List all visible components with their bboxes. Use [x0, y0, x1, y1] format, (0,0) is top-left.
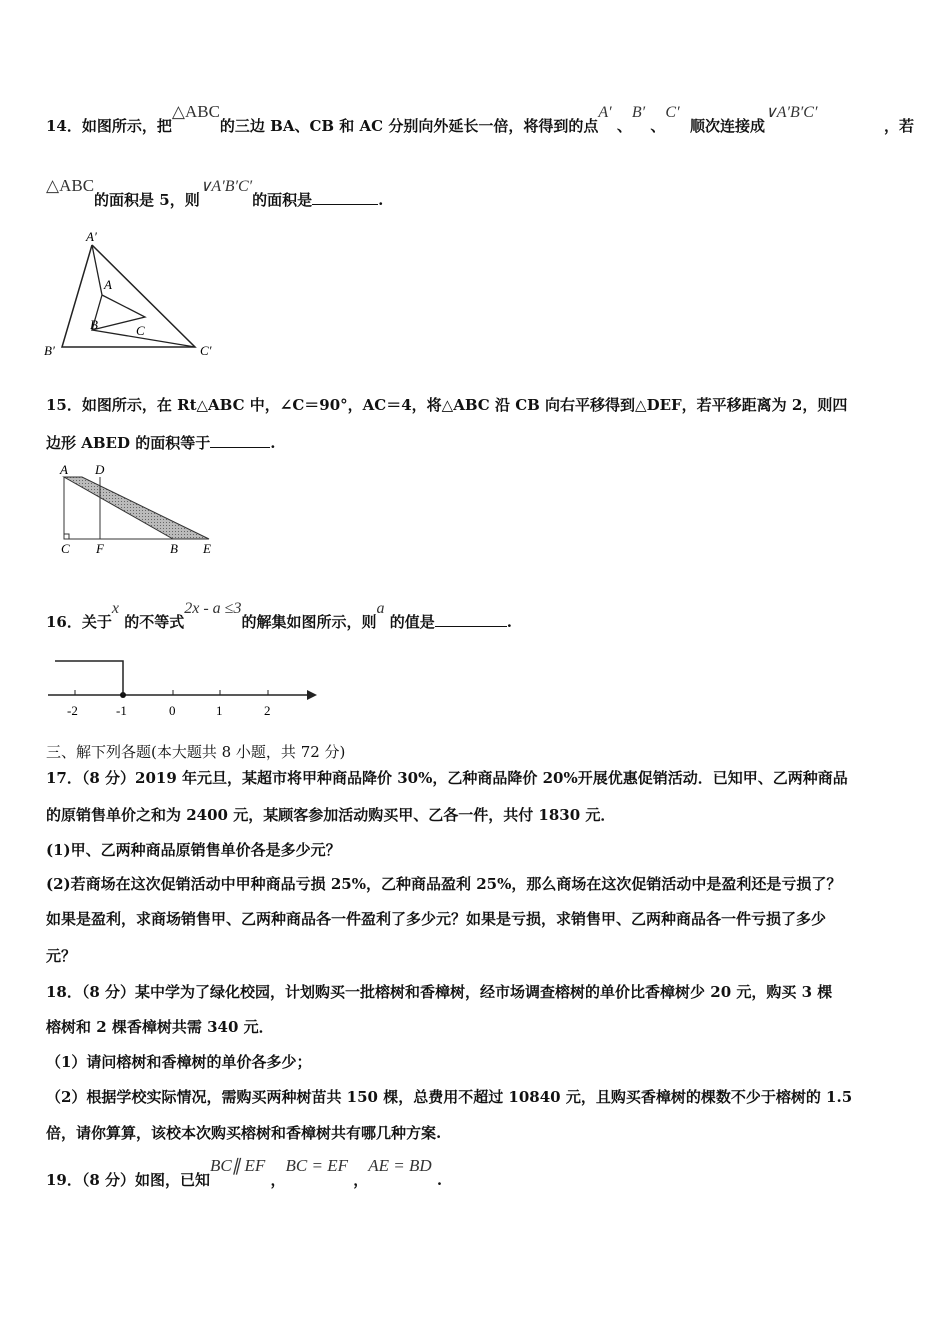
q15-line1: 15．如图所示，在 Rt△ABC 中，∠C＝90°，AC＝4，将△ABC 沿 CB 向右平移得到△DEF，若平移距离为 2，则四 — [46, 396, 848, 414]
formula: B′ — [631, 104, 646, 121]
formula: △ABC — [46, 176, 95, 195]
formula: △ABC — [171, 102, 220, 121]
text: 16．关于 — [46, 613, 112, 631]
tick-label: -2 — [67, 703, 78, 718]
label-d: D — [95, 462, 105, 477]
label-c: C — [61, 541, 70, 556]
text: ， — [353, 1171, 369, 1189]
label-a-prime: A′ — [86, 229, 97, 244]
text: 的三边 BA、CB 和 AC 分别向外延长一倍，将得到的点 — [219, 117, 599, 135]
formula: BC∥ EF — [210, 1156, 266, 1175]
label-c: C — [136, 323, 145, 338]
text: 的不等式 — [124, 613, 185, 631]
tick-label: 1 — [216, 703, 223, 718]
answer-blank[interactable] — [312, 190, 378, 205]
q14-line2 — [46, 176, 384, 211]
text: . — [436, 1171, 443, 1189]
q17-line: 17．（8 分）2019 年元旦，某超市将甲种商品降价 30%，乙种商品降价 20%开展优惠促销活动．已知甲、乙两种商品 — [46, 769, 848, 787]
text: ，若 — [884, 117, 915, 135]
formula: 2x - a ≤3 — [184, 600, 242, 617]
formula: x — [111, 600, 119, 617]
text: 19．（8 分）如图，已知 — [46, 1171, 211, 1189]
q17-line: 如果是盈利，求商场销售甲、乙两种商品各一件盈利了多少元？如果是亏损，求销售甲、乙两种商品各一件亏损了多少 — [46, 910, 827, 928]
tick-label: 0 — [169, 703, 176, 718]
label-b: B — [170, 541, 178, 556]
label-a: A — [104, 277, 112, 292]
q15-line2 — [46, 433, 275, 453]
q19-line — [46, 1156, 443, 1190]
formula: ∨A′B′C′ — [199, 178, 253, 195]
q18-line: 18．（8 分）某中学为了绿化校园，计划购买一批榕树和香樟树，经市场调查榕树的单价比香樟树少 20 元，购买 3 棵 — [46, 983, 833, 1001]
text: . — [270, 434, 276, 452]
label-c-prime: C′ — [200, 343, 212, 358]
question-number: 14． — [46, 117, 82, 135]
text: 的解集如图所示，则 — [241, 613, 377, 631]
text: . — [506, 613, 512, 631]
text: 的面积是 — [252, 191, 313, 209]
text: 的值是 — [389, 613, 435, 631]
formula: C′ — [665, 104, 680, 121]
formula: a — [376, 600, 385, 617]
text: 如图所示，把 — [81, 117, 172, 135]
q14-line1 — [46, 102, 915, 137]
text: 顺次连接成 — [690, 117, 766, 135]
q18-line: 倍，请你算算，该校本次购买榕树和香樟树共有哪几种方案. — [46, 1124, 442, 1142]
label-e: E — [203, 541, 211, 556]
formula: BC = EF — [285, 1156, 349, 1175]
formula: A′ — [598, 104, 612, 121]
label-b: B — [90, 317, 98, 332]
text: 、 — [616, 117, 632, 135]
q16-line — [46, 600, 512, 633]
q17-line: (1)甲、乙两种商品原销售单价各是多少元？ — [46, 841, 341, 859]
tick-label: 2 — [264, 703, 271, 718]
formula: AE = BD — [368, 1156, 432, 1175]
answer-blank[interactable] — [210, 433, 270, 448]
text: . — [378, 191, 384, 209]
text: 、 — [650, 117, 666, 135]
q17-line: 的原销售单价之和为 2400 元，某顾客参加活动购买甲、乙各一件，共付 1830 元． — [46, 806, 616, 824]
q14-triangle-figure — [40, 225, 230, 365]
q15-translation-figure — [55, 462, 220, 562]
text: 边形 ABED 的面积等于 — [46, 434, 211, 452]
q18-line: 榕树和 2 棵香樟树共需 340 元． — [46, 1018, 274, 1036]
number-line-figure — [45, 655, 325, 723]
q17-line: 元？ — [46, 947, 77, 965]
tick-label: -1 — [116, 703, 127, 718]
label-b-prime: B′ — [44, 343, 55, 358]
answer-blank[interactable] — [435, 612, 507, 627]
text: 的面积是 5，则 — [94, 191, 200, 209]
section-heading: 三、解下列各题(本大题共 8 小题，共 72 分) — [46, 743, 346, 761]
q18-line: （2）根据学校实际情况，需购买两种树苗共 150 棵，总费用不超过 10840 元，且购买香樟树的棵数不少于榕树的 1.5 — [46, 1088, 853, 1106]
text: ， — [270, 1171, 286, 1189]
formula: ∨A′B′C′ — [765, 104, 818, 121]
q18-line: （1）请问榕树和香樟树的单价各多少； — [46, 1053, 312, 1071]
label-a: A — [60, 462, 68, 477]
label-f: F — [96, 541, 104, 556]
q17-line: (2)若商场在这次促销活动中甲种商品亏损 25%，乙种商品盈利 25%，那么商场在这次促销活动中是盈利还是亏损了？ — [46, 875, 842, 893]
